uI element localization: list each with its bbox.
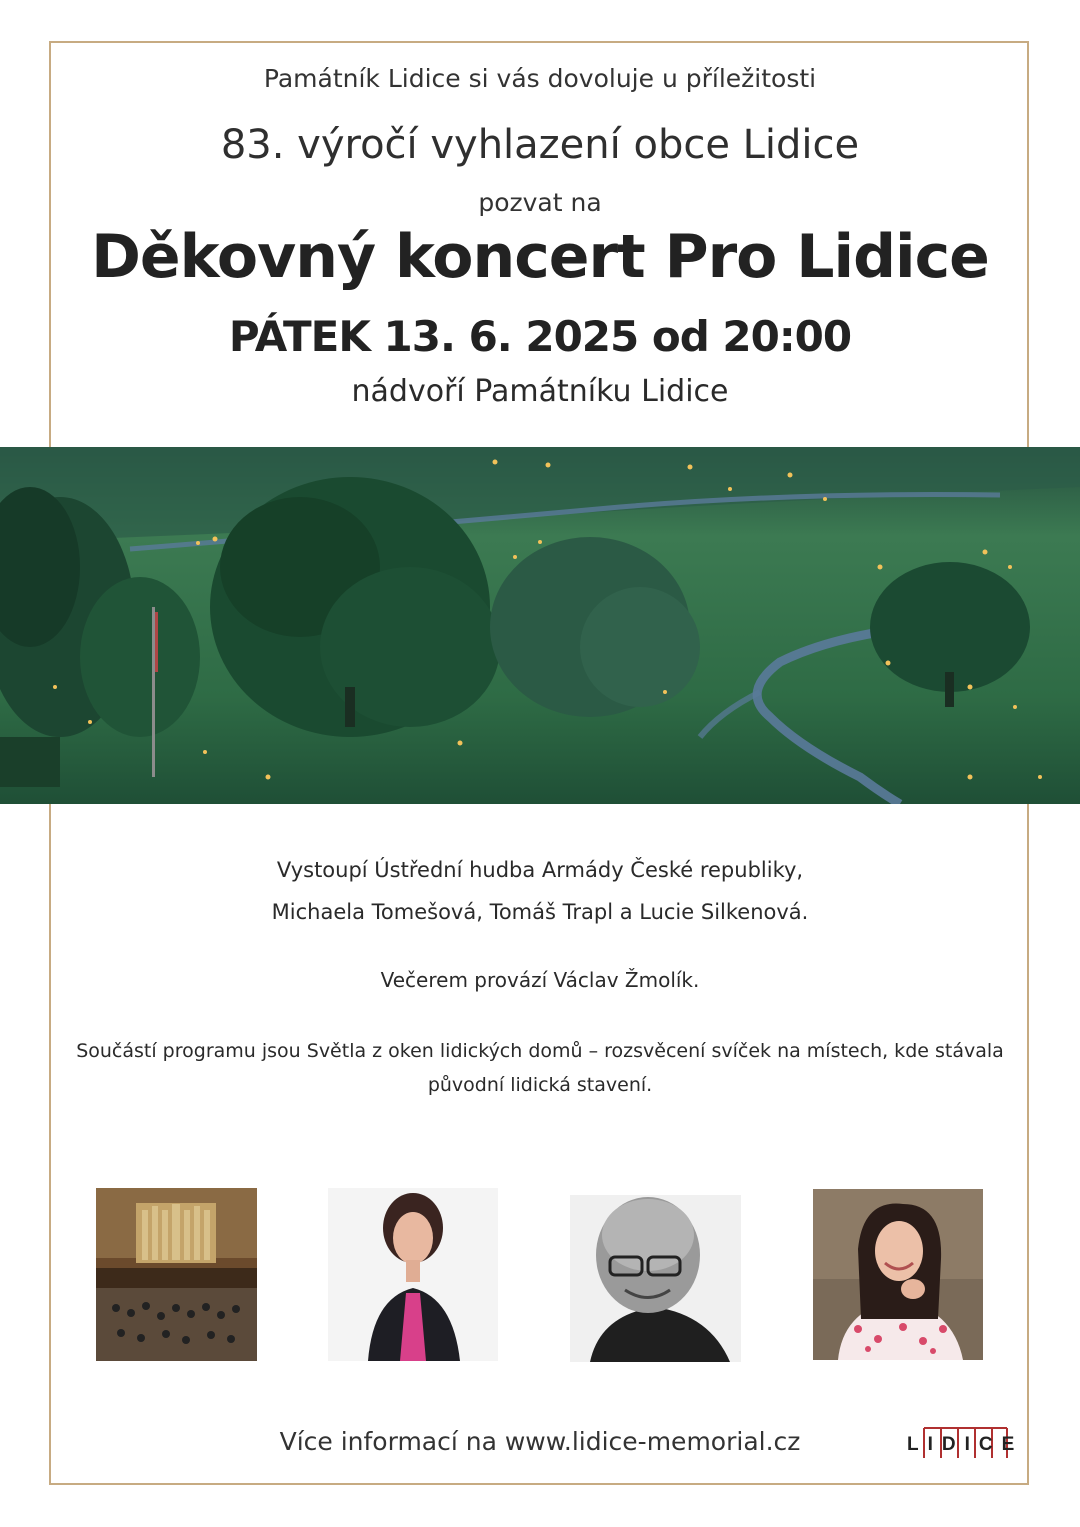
more-info-link[interactable]: Více informací na www.lidice-memorial.cz <box>279 1427 801 1456</box>
event-title: Děkovný koncert Pro Lidice <box>91 222 989 292</box>
intro-line: Památník Lidice si vás dovoluje u příležitosti <box>263 64 817 93</box>
michaela-tomesova-photo <box>328 1188 498 1361</box>
performers-line-2: Michaela Tomešová, Tomáš Trapl a Lucie Silkenová. <box>271 900 809 924</box>
event-venue: nádvoří Památníku Lidice <box>351 374 729 409</box>
invite-phrase: pozvat na <box>478 188 602 217</box>
lidice-logo <box>907 1418 1025 1466</box>
occasion-line: 83. výročí vyhlazení obce Lidice <box>220 122 860 168</box>
lucie-silkenova-photo <box>813 1189 983 1360</box>
host-line: Večerem provází Václav Žmolík. <box>380 968 700 992</box>
tomas-trapl-photo <box>570 1195 741 1362</box>
program-line-2: původní lidická stavení. <box>427 1074 653 1096</box>
performers-line-1: Vystoupí Ústřední hudba Armády České republiky, <box>276 858 804 882</box>
logo-wordmark: LIDICE <box>907 1434 1024 1455</box>
program-line-1: Součástí programu jsou Světla z oken lidických domů – rozsvěcení svíček na místech, kde stávala <box>76 1040 1004 1062</box>
event-date-time: PÁTEK 13. 6. 2025 od 20:00 <box>228 312 852 361</box>
orchestra-photo <box>96 1188 257 1361</box>
memorial-landscape-photo <box>0 447 1080 804</box>
